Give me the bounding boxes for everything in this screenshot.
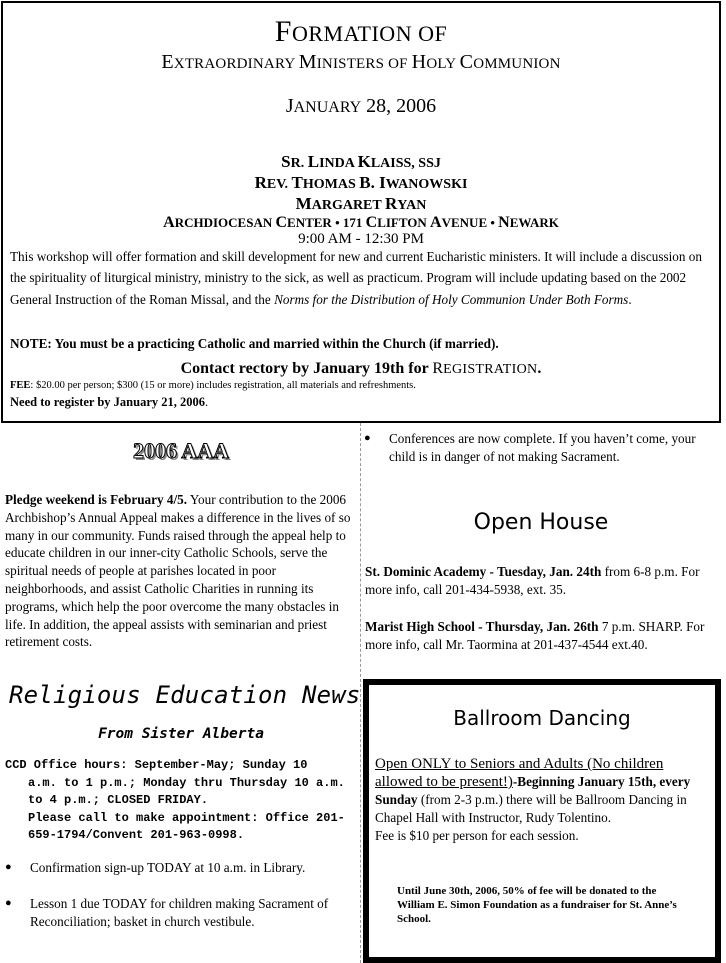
bullet-dot-icon: ● [5,861,12,873]
formation-contact: Contact rectory by January 19th for REGISTRATION. [180,360,542,377]
aaa-paragraph: Pledge weekend is February 4/5. Your contribution to the 2006 Archbishop’s Annual Appeal makes a difference in the lives of so many in our community. Funds raised through the appeal help to educate children in our inner-city Catholic Schools, serve the spiritual needs of people at parishes located in poor neighborhoods, and assist Catholic Charities in running its programs, which help the poor overcome the many obstacles in life. In addition, the appeal assists with seminarian and priest retirement costs. [5,492,351,650]
ballroom-paragraph: Open ONLY to Seniors and Adults (No children allowed to be present!)-Beginning January 15th, every Sunday (from 2-3 p.m.) there will be Ballroom Dancing in Chapel Hall with Instructor, Rudy Tolentino. Fee is $10 per person for each session. [375,756,691,843]
list-item: ● Conferences are now complete. If you haven’t come, your child is in danger of not making Sacrament. [364,431,696,464]
open-house-marist: Marist High School - Thursday, Jan. 26th 7 p.m. SHARP. For more info, call Mr. Taormina at 201-437-4544 ext.40. [365,619,705,652]
religious-education-title: Religious Education News [9,681,361,709]
formation-description: This workshop will offer formation and skill development for new and current Eucharistic ministers. It will include a discussion on the spirituality of liturgical ministry, ministry to the sick, as well as practicum. Program will include updating based on the 2002 General Instruction of the Roman Missal, and the Norms for the Distribution of Holy Communion Under Both Forms. [10,249,702,307]
formation-title: FORMATION OF [274,15,448,48]
formation-note: NOTE: You must be a practicing Catholic and married within the Church (if married). [10,336,499,351]
ccd-office-hours: CCD Office hours: September-May; Sunday 10 a.m. to 1 p.m.; Monday thru Thursday 10 a.m. to 4 p.m.; CLOSED FRIDAY. Please call to make appointment: Office 201-659-1794/Convent 201-963-0998. [5,758,345,842]
ballroom-title: Ballroom Dancing [453,706,631,730]
religious-education-subtitle: From Sister Alberta [98,726,264,742]
bullet-dot-icon: ● [5,897,12,909]
bullet-dot-icon: ● [364,432,371,444]
presenter-1: SR. LINDA KLAISS, SSJ [281,152,441,171]
formation-subtitle: EXTRAORDINARY MINISTERS OF HOLY COMMUNION [161,51,561,73]
formation-location: ARCHDIOCESAN CENTER • 171 CLIFTON AVENUE • NEWARK [163,214,559,231]
ballroom-donation-note: Until June 30th, 2006, 50% of fee will be donated to the William E. Simon Foundation as a fundraiser for St. Anne’s School. [397,885,677,925]
formation-fee: FEE: $20.00 per person; $300 (15 or more) includes registration, all materials and refreshments. [10,380,416,391]
list-item: ● Confirmation sign-up TODAY at 10 a.m. in Library. [5,860,306,875]
open-house-dominic: St. Dominic Academy - Tuesday, Jan. 24th from 6-8 p.m. For more info, call 201-434-5938, ext. 35. [365,564,700,597]
list-item: ● Lesson 1 due TODAY for children making Sacrament of Reconciliation; basket in church vestibule. [5,896,329,929]
open-house-title: Open House [473,510,609,535]
formation-time: 9:00 AM - 12:30 PM [298,231,424,247]
aaa-title: 2006 AAA [133,438,229,463]
formation-register-deadline: Need to register by January 21, 2006. [10,395,209,409]
formation-box [1,1,721,423]
presenter-3: MARGARET RYAN [295,194,427,213]
formation-date: JANUARY 28, 2006 [285,95,437,117]
presenter-2: REV. THOMAS B. IWANOWSKI [254,173,468,192]
